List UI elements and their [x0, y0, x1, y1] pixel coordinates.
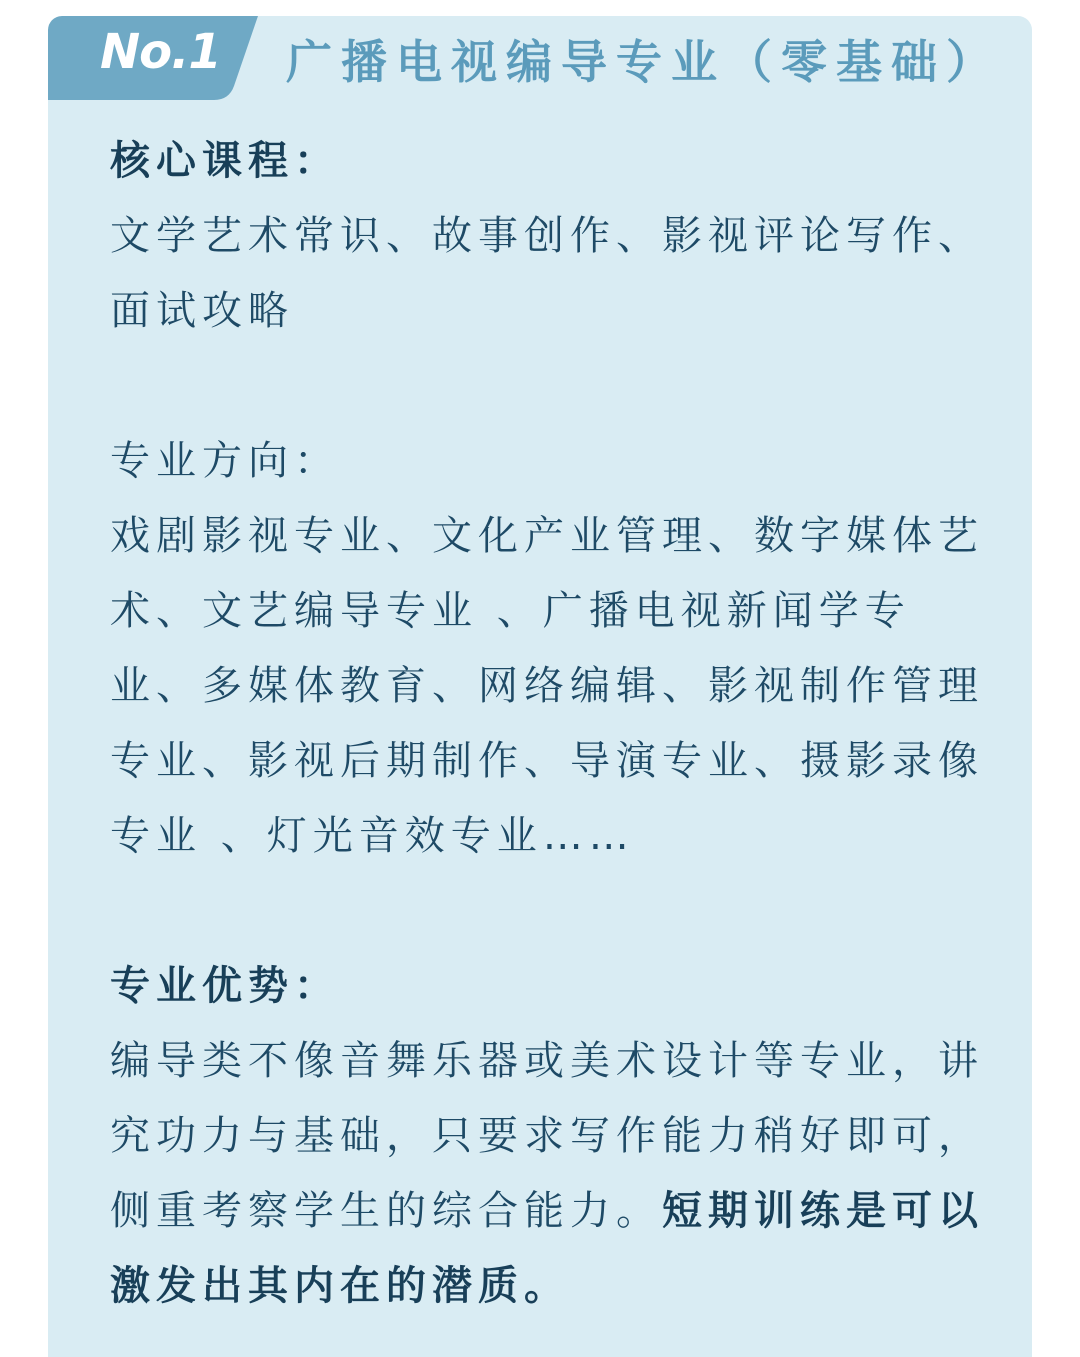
- advantages-highlight: 短期训练是可以激发出其内在的潜质。: [110, 1188, 984, 1309]
- courses-text: 文学艺术常识、故事创作、影视评论写作、面试攻略: [110, 213, 984, 334]
- page-title: 广播电视编导专业（零基础）: [286, 35, 1001, 89]
- courses-heading: 核心课程：: [110, 138, 340, 184]
- info-card: [48, 16, 1032, 1357]
- badge-label: No.1: [100, 24, 221, 80]
- directions-text: 戏剧影视专业、文化产业管理、数字媒体艺术、文艺编导专业 、广播电视新闻学专业、多媒体教育、网络编辑、影视制作管理专业、影视后期制作、导演专业、摄影录像专业 、灯光音效专业……: [110, 513, 984, 859]
- advantages-text: [110, 1024, 990, 1324]
- advantages-body: 编导类不像音舞乐器或美术设计等专业，讲究功力与基础，只要求写作能力稍好即可，侧重考察学生的综合能力。: [110, 1038, 984, 1234]
- advantages-heading: 专业优势：: [110, 963, 340, 1009]
- spacer: [110, 349, 990, 424]
- spacer: [110, 874, 990, 949]
- directions-heading: 专业方向：: [110, 438, 340, 484]
- content-body: [110, 124, 990, 1324]
